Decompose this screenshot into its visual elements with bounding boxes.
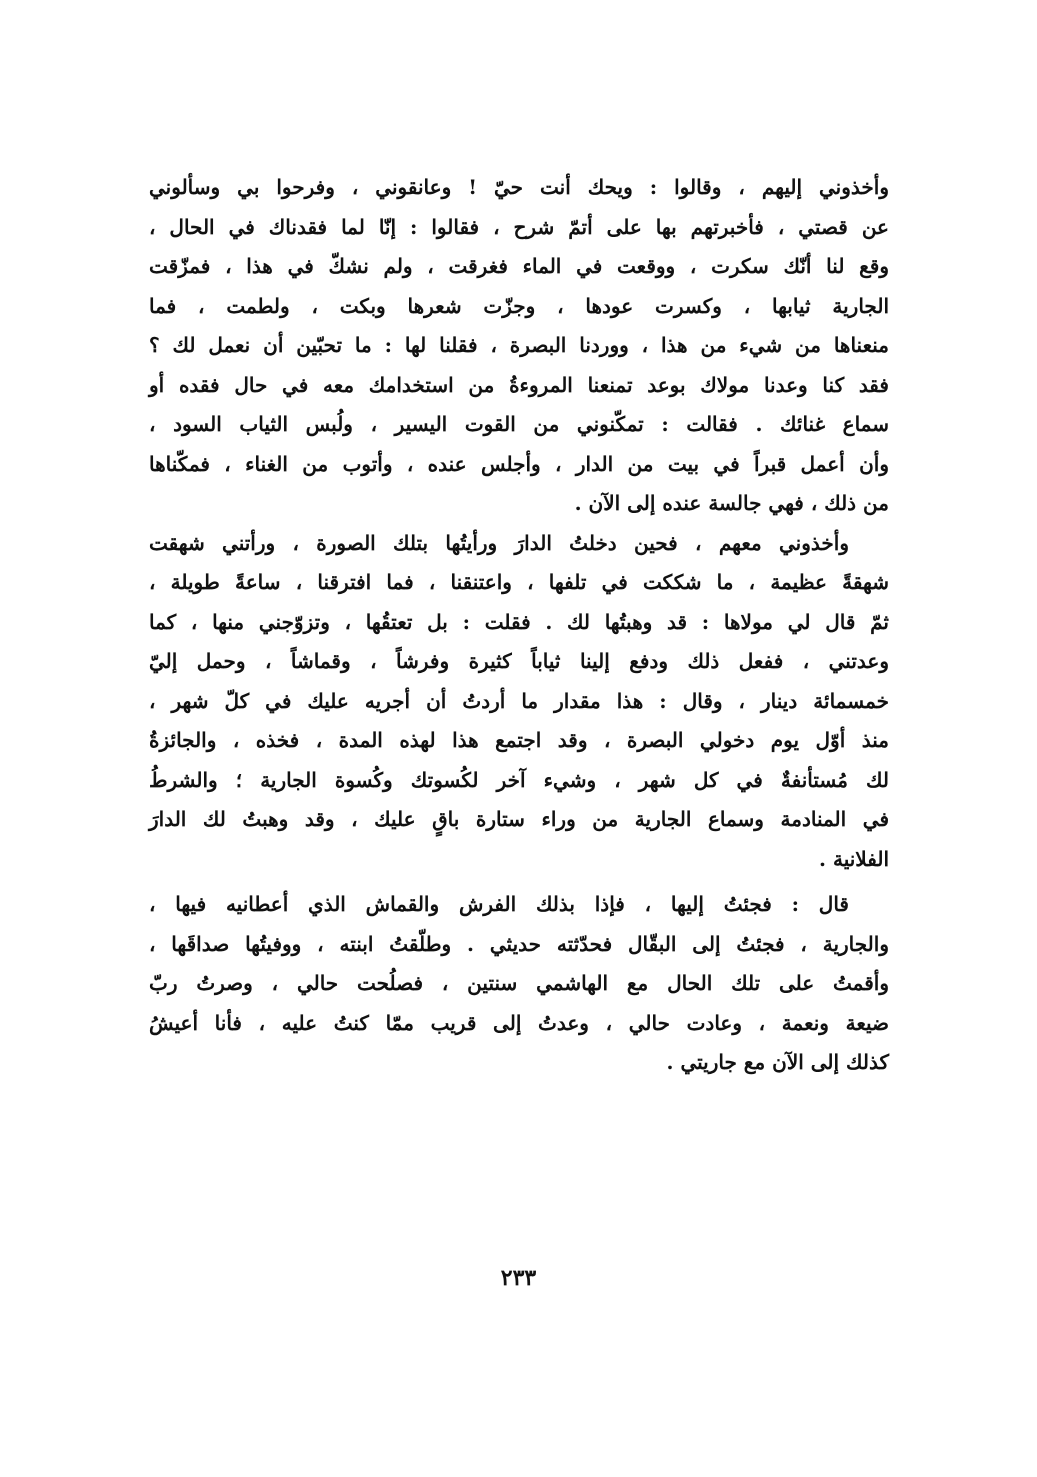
text-line: ضيعة ونعمة ، وعادت حالي ، وعدتُ إلى قريب ممّا كنتُ عليه ، فأنا أعيشُ [149,1010,889,1035]
text-line: ثمّ قال لي مولاها : قد وهبتُها لك . فقلت : بل تعتقُها ، وتزوّجني منها ، كما [149,609,889,634]
paragraph-2 [149,524,889,880]
text-line: في المنادمة وسماع الجارية من وراء ستارة باقٍ عليك ، وقد وهبتُ لك الدارَ [149,807,889,831]
text-line: سماع غنائك . فقالت : تمكّنوني من القوت اليسير ، ولُبس الثياب السود ، [149,412,889,436]
text-line: والجارية ، فجئتُ إلى البقّال فحدّثته حديثي . وطلّقتُ ابنته ، ووفيتُها صداقَها ، [149,931,889,956]
text-line: لك مُستأنفةٌ في كل شهر ، وشيء آخر لكُسوتك وكُسوة الجارية ؛ والشرطُ [149,767,889,792]
text-line: منعناها من شيء من هذا ، ووردنا البصرة ، فقلنا لها : ما تحبّين أن نعمل لك ؟ [149,333,889,357]
page-number: ٢٣٣ [500,1265,537,1291]
text-line: وأخذوني إليهم ، وقالوا : ويحك أنت حيّ ! وعانقوني ، وفرحوا بي وسألوني [149,175,889,199]
text-line: وأن أعمل قبراً في بيت من الدار ، وأجلس عنده ، وأتوب من الغناء ، فمكّناها [149,451,889,476]
text-line: فقد كنا وعدنا مولاك بوعد تمنعنا المروءةُ من استخدامك معه في حال فقده أو [149,372,889,397]
text-line: من ذلك ، فهي جالسة عنده إلى الآن . [574,491,889,515]
text-line: شهقةً عظيمة ، ما شككت في تلفها ، واعتنقنا ، فما افترقنا ، ساعةً طويلة ، [149,570,889,594]
text-line: قال : فجئتُ إليها ، فإذا بذلك الفرش والقماش الذي أعطانيه فيها ، [149,892,849,916]
text-line: عن قصتي ، فأخبرتهم بها على أتمّ شرح ، فقالوا : إنّا لما فقدناك في الحال ، [149,214,889,239]
text-line: خمسمائة دينار ، وقال : هذا مقدار ما أردتُ أن أجريه عليك في كلّ شهر ، [149,688,889,713]
text-line: الجارية ثيابها ، وكسرت عودها ، وجزّت شعرها وبكت ، ولطمت ، فما [149,293,889,318]
text-line: كذلك إلى الآن مع جاريتي . [666,1050,889,1074]
body-text [149,168,889,1083]
text-line: وأقمتُ على تلك الحال مع الهاشمي سنتين ، فصلُحت حالي ، وصرتُ ربّ [149,971,889,995]
paragraph-1 [149,168,889,524]
text-line: وقع لنا أنّك سكرت ، ووقعت في الماء فغرقت ، ولم نشكّ في هذا ، فمزّقت [149,254,889,278]
text-line: الفلانية . [819,846,889,871]
text-line: وعدتني ، ففعل ذلك ودفع إلينا ثياباً كثيرة وفرشاً ، وقماشاً ، وحمل إليّ [149,649,889,673]
text-line: وأخذوني معهم ، فحين دخلتُ الدارَ ورأيتُها بتلك الصورة ، ورأتني شهقت [149,530,849,555]
text-line: منذ أوّل يوم دخولي البصرة ، وقد اجتمع هذا لهذه المدة ، فخذه ، والجائزةُ [149,728,889,752]
paragraph-3 [149,885,889,1083]
